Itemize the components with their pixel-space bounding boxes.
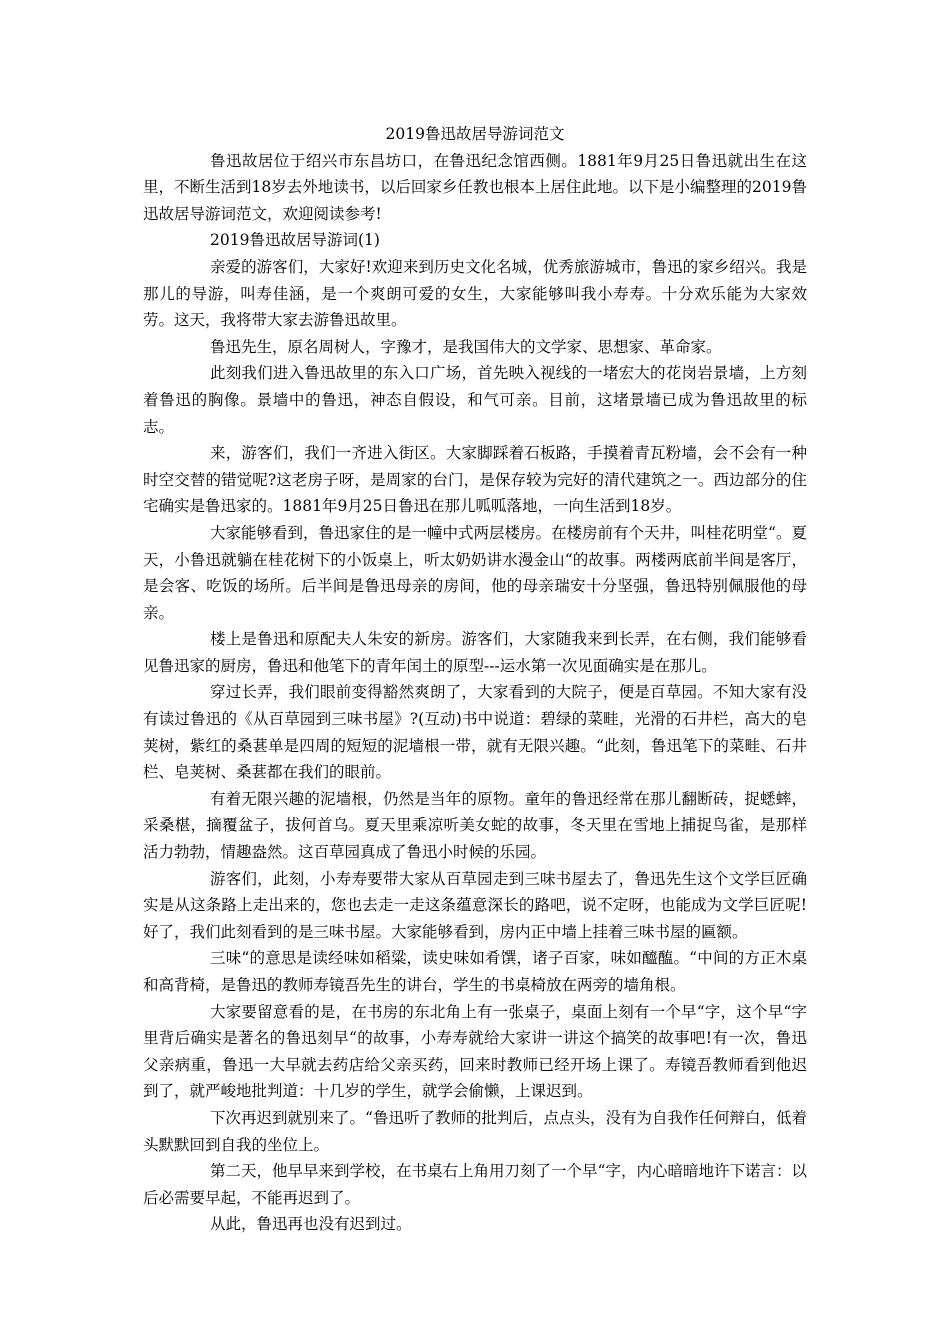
body-paragraph: 大家要留意看的是，在书房的东北角上有一张桌子，桌面上刻有一个早“字，这个早“字里背后确实是著名的鲁迅刻早“的故事，小寿寿就给大家讲一讲这个搞笑的故事吧!有一次，鲁迅父亲病重，鲁迅一大早就去药店给父亲买药，回来时教师已经开场上课了。寿镜吾教师看到他迟到了，就严峻地批判道：十几岁的学生，就学会偷懒，上课迟到。 — [143, 1002, 807, 1101]
body-paragraph: 来，游客们，我们一齐进入街区。大家脚踩着石板路，手摸着青瓦粉墙，会不会有一种时空交替的错觉呢?这老房子呀，是周家的台门，是保存较为完好的清代建筑之一。西边部分的住宅确实是鲁迅家的。1881年9月25日鲁迅在那儿呱呱落地，一向生活到18岁。 — [143, 444, 807, 516]
body-paragraph: 有着无限兴趣的泥墙根，仍然是当年的原物。童年的鲁迅经常在那儿翻断砖，捉蟋蟀，采桑椹，摘覆盆子，拔何首乌。夏天里乘凉听美女蛇的故事，冬天里在雪地上捕捉鸟雀，是那样活力勃勃，情趣盎然。这百草园真成了鲁迅小时候的乐园。 — [143, 789, 807, 862]
body-paragraph: 游客们，此刻，小寿寿要带大家从百草园走到三味书屋去了，鲁迅先生这个文学巨匠确实是从这条路上走出来的，您也去走一走这条蕴意深长的路吧，说不定呀，也能成为文学巨匠呢!好了，我们此刻看到的是三味书屋。大家能够看到，房内正中墙上挂着三味书屋的匾额。 — [143, 869, 807, 941]
body-paragraph: 穿过长弄，我们眼前变得豁然爽朗了，大家看到的大院子，便是百草园。不知大家有没有读过鲁迅的《从百草园到三味书屋》?(互动)书中说道：碧绿的菜畦，光滑的石井栏，高大的皂荚树，紫红的桑葚单是四周的短短的泥墙根一带，就有无限兴趣。“此刻，鲁迅笔下的菜畦、石井栏、皂荚树、桑葚都在我们的眼前。 — [143, 683, 807, 782]
closing-paragraph: 从此，鲁迅再也没有迟到过。 — [210, 1215, 412, 1234]
body-paragraph: 楼上是鲁迅和原配夫人朱安的新房。游客们，大家随我来到长弄，在右侧，我们能够看见鲁迅家的厨房，鲁迅和他笔下的青年闰土的原型---运水第一次见面确实是在那儿。 — [143, 630, 807, 675]
body-paragraph: 第二天，他早早来到学校，在书桌右上角用刀刻了一个早“字，内心暗暗地许下诺言：以后必需要早起，不能再迟到了。 — [143, 1162, 807, 1207]
body-paragraph: 下次再迟到就别来了。“鲁迅听了教师的批判后，点点头，没有为自我作任何辩白，低着头默默回到自我的坐位上。 — [143, 1108, 807, 1154]
intro-paragraph: 鲁迅故居位于绍兴市东昌坊口，在鲁迅纪念馆西侧。1881年9月25日鲁迅就出生在这里，不断生活到18岁去外地读书，以后回家乡任教也根本上居住此地。以下是小编整理的2019鲁迅故居导游词范文，欢迎阅读参考! — [143, 151, 807, 223]
section-heading: 2019鲁迅故居导游词(1) — [210, 231, 380, 250]
body-paragraph: 亲爱的游客们，大家好!欢迎来到历史文化名城，优秀旅游城市，鲁迅的家乡绍兴。我是那儿的导游，叫寿佳涵，是一个爽朗可爱的女生，大家能够叫我小寿寿。十分欢乐能为大家效劳。这天，我将带大家去游鲁迅故里。 — [143, 257, 807, 330]
body-paragraph: 鲁迅先生，原名周树人，字豫才，是我国伟大的文学家、思想家、革命家。 — [210, 337, 722, 356]
body-paragraph: 大家能够看到，鲁迅家住的是一幢中式两层楼房。在楼房前有个天井，叫桂花明堂“。夏天，小鲁迅就躺在桂花树下的小饭桌上，听太奶奶讲水漫金山“的故事。两楼两底前半间是客厅，是会客、吃饭的场所。后半间是鲁迅母亲的房间，他的母亲瑞安十分坚强，鲁迅特别佩服他的母亲。 — [143, 523, 807, 622]
document-page — [143, 121, 807, 1238]
document-title: 2019鲁迅故居导游词范文 — [385, 125, 565, 143]
body-paragraph: 三味“的意思是读经味如稻粱，读史味如肴馔，诸子百家，味如醯醢。“中间的方正木桌和高背椅，是鲁迅的教师寿镜吾先生的讲台，学生的书桌椅放在两旁的墙角根。 — [143, 949, 807, 994]
body-paragraph: 此刻我们进入鲁迅故里的东入口广场，首先映入视线的一堵宏大的花岗岩景墙，上方刻着鲁迅的胸像。景墙中的鲁迅，神态自假设，和气可亲。目前，这堵景墙已成为鲁迅故里的标志。 — [143, 364, 807, 436]
